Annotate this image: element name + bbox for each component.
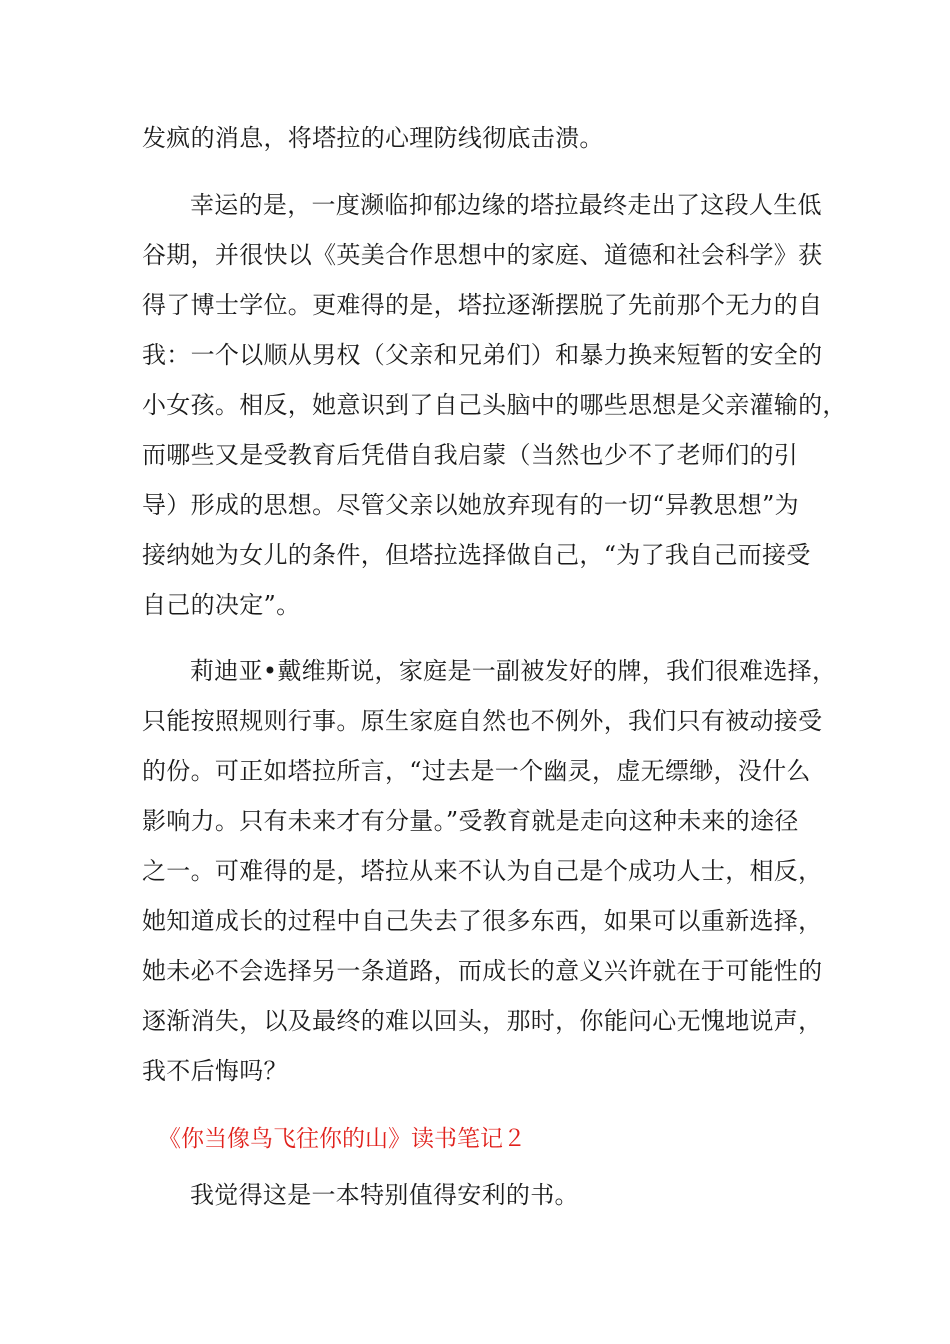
paragraph-line: 我：一个以顺从男权（父亲和兄弟们）和暴力换来短暂的安全的 <box>142 341 823 369</box>
paragraph-line: 谷期，并很快以《英美合作思想中的家庭、道德和社会科学》获 <box>142 241 823 269</box>
paragraph-line: 发疯的消息，将塔拉的心理防线彻底击溃。 <box>142 124 604 152</box>
paragraph-line: 莉迪亚•戴维斯说，家庭是一副被发好的牌，我们很难选择， <box>190 657 837 685</box>
section-heading: 《你当像鸟飞往你的山》读书笔记２ <box>158 1126 526 1152</box>
paragraph-line: 我觉得这是一本特别值得安利的书。 <box>190 1181 579 1209</box>
paragraph-line: 得了博士学位。更难得的是，塔拉逐渐摆脱了先前那个无力的自 <box>142 291 823 319</box>
paragraph-line: 的份。可正如塔拉所言，“过去是一个幽灵，虚无缥缈，没什么 <box>142 757 811 785</box>
paragraph-line: 而哪些又是受教育后凭借自我启蒙（当然也少不了老师们的引 <box>142 441 799 469</box>
paragraph-line: 她知道成长的过程中自己失去了很多东西，如果可以重新选择， <box>142 907 823 935</box>
paragraph-line: 逐渐消失，以及最终的难以回头，那时，你能问心无愧地说声， <box>142 1007 823 1035</box>
paragraph-line: 影响力。只有未来才有分量。”受教育就是走向这种未来的途径 <box>142 807 799 835</box>
paragraph-line: 我不后悔吗？ <box>142 1057 288 1085</box>
paragraph-line: 接纳她为女儿的条件，但塔拉选择做自己，“为了我自己而接受 <box>142 541 811 569</box>
paragraph-line: 导）形成的思想。尽管父亲以她放弃现有的一切“异教思想”为 <box>142 491 799 519</box>
paragraph-line: 只能按照规则行事。原生家庭自然也不例外，我们只有被动接受 <box>142 707 823 735</box>
paragraph-line: 她未必不会选择另一条道路，而成长的意义兴许就在于可能性的 <box>142 957 823 985</box>
paragraph-line: 幸运的是，一度濒临抑郁边缘的塔拉最终走出了这段人生低 <box>190 191 822 219</box>
paragraph-line: 之一。可难得的是，塔拉从来不认为自己是个成功人士，相反， <box>142 857 823 885</box>
paragraph-line: 自己的决定”。 <box>142 591 301 619</box>
paragraph-line: 小女孩。相反，她意识到了自己头脑中的哪些思想是父亲灌输的， <box>142 391 847 419</box>
